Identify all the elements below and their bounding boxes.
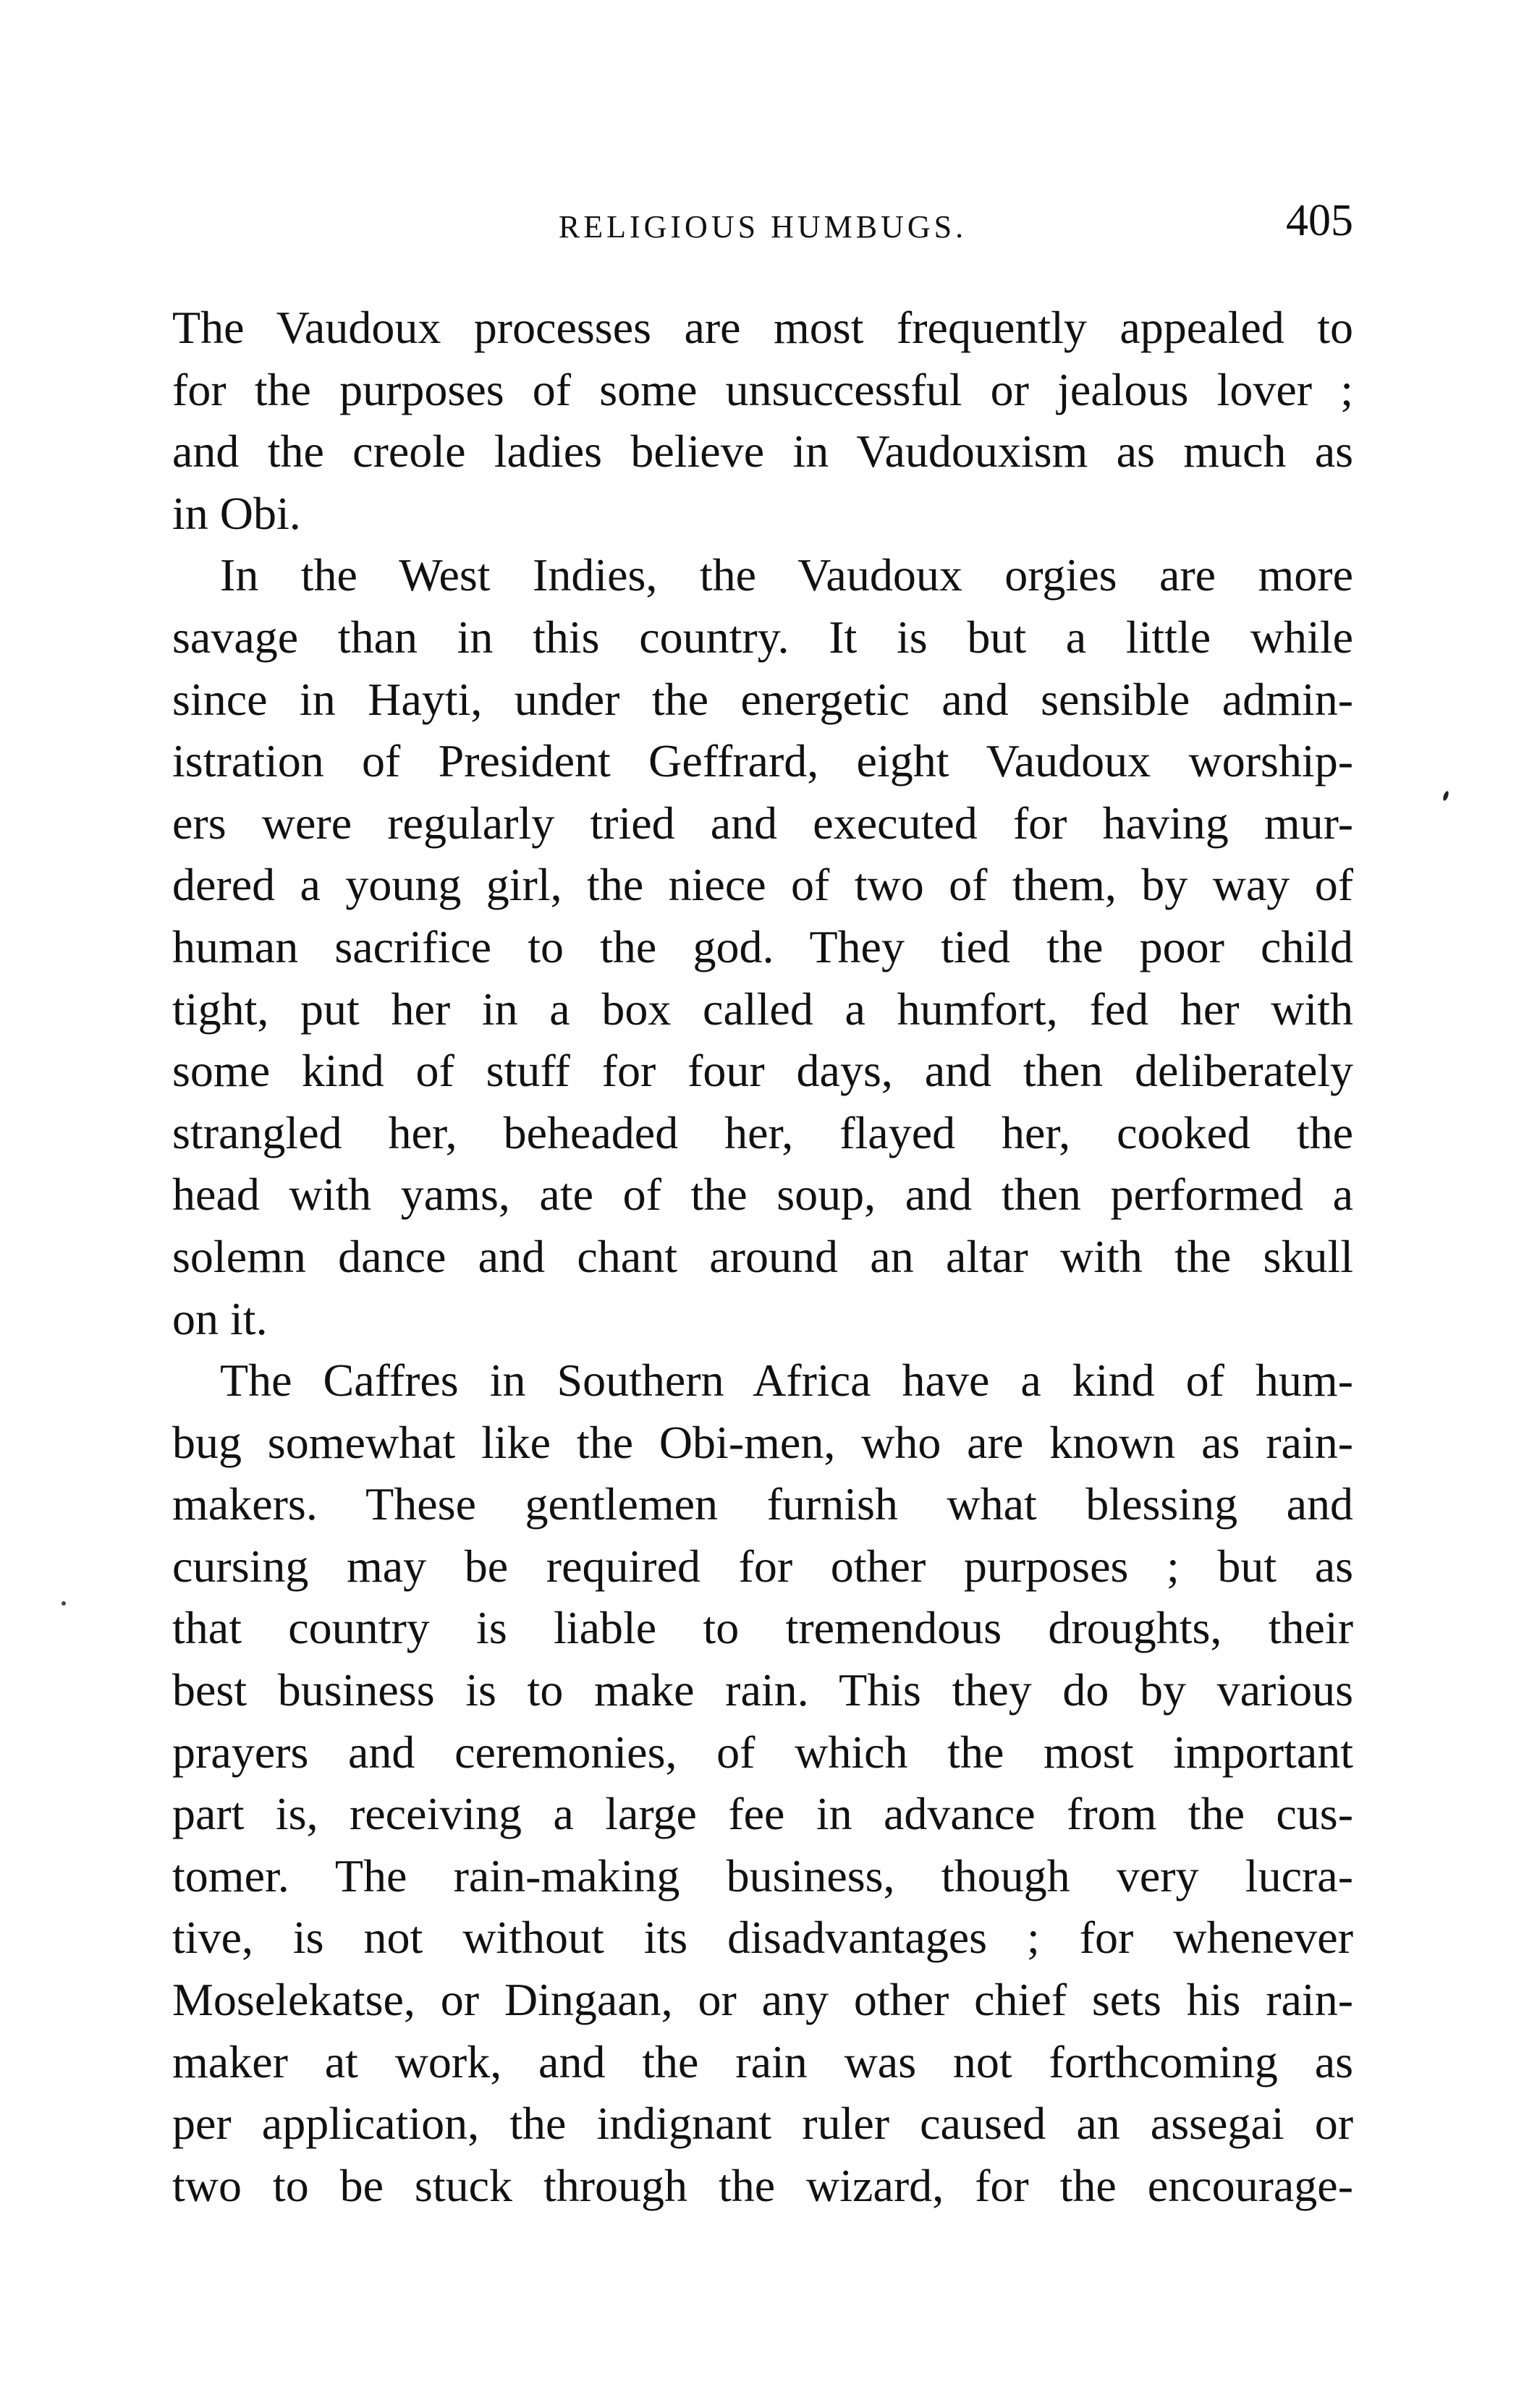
text-line: istration of President Geffrard, eight Vaudoux worship-	[172, 735, 1353, 787]
text-line: In the West Indies, the Vaudoux orgies are more	[220, 549, 1353, 601]
text-line: bug somewhat like the Obi-men, who are known as rain-	[172, 1416, 1353, 1468]
text-line: dered a young girl, the niece of two of them, by way of	[172, 859, 1353, 911]
text-line: that country is liable to tremendous droughts, their	[172, 1602, 1353, 1654]
text-line: solemn dance and chant around an altar with the skull	[172, 1230, 1353, 1282]
text-line: prayers and ceremonies, of which the most important	[172, 1726, 1353, 1778]
text-line: tomer. The rain-making business, though very lucra-	[172, 1849, 1353, 1902]
text-line: in Obi.	[172, 487, 301, 539]
page-number: 405	[1286, 196, 1353, 245]
ink-speck	[1442, 790, 1449, 801]
text-line: ers were regularly tried and executed for having mur-	[172, 797, 1353, 849]
text-line: since in Hayti, under the energetic and sensible admin-	[172, 673, 1353, 725]
text-line: strangled her, beheaded her, flayed her, cooked the	[172, 1106, 1353, 1158]
text-line: The Vaudoux processes are most frequently appealed to	[172, 302, 1353, 353]
text-line: savage than in this country. It is but a little while	[172, 611, 1353, 663]
running-head	[172, 195, 1353, 253]
text-line: tive, is not without its disadvantages ; for whenever	[172, 1912, 1353, 1964]
text-line: Moselekatse, or Dingaan, or any other chief sets his rain-	[172, 1974, 1353, 2026]
body-text	[172, 297, 1353, 2216]
text-line: maker at work, and the rain was not forthcoming as	[172, 2035, 1353, 2087]
text-line: human sacrifice to the god. They tied the poor child	[172, 920, 1353, 972]
text-line: makers. These gentlemen furnish what blessing and	[172, 1478, 1353, 1530]
text-line: The Caffres in Southern Africa have a kind of hum-	[220, 1354, 1353, 1407]
text-line: two to be stuck through the wizard, for the encourage-	[172, 2159, 1353, 2211]
text-line: on it.	[172, 1292, 268, 1344]
text-line: tight, put her in a box called a humfort, fed her with	[172, 983, 1353, 1035]
text-line: cursing may be required for other purposes ; but as	[172, 1540, 1353, 1592]
text-line: for the purposes of some unsuccessful or jealous lover ;	[172, 363, 1353, 415]
ink-speck	[62, 1601, 66, 1606]
text-line: best business is to make rain. This they do by various	[172, 1664, 1353, 1716]
text-line: part is, receiving a large fee in advance from the cus-	[172, 1788, 1353, 1840]
text-line: and the creole ladies believe in Vaudouxism as much as	[172, 425, 1353, 478]
text-line: head with yams, ate of the soup, and then performed a	[172, 1169, 1353, 1221]
text-line: some kind of stuff for four days, and then deliberately	[172, 1045, 1353, 1097]
running-title: RELIGIOUS HUMBUGS.	[558, 209, 968, 245]
text-line: per application, the indignant ruler caused an assegai or	[172, 2098, 1353, 2150]
